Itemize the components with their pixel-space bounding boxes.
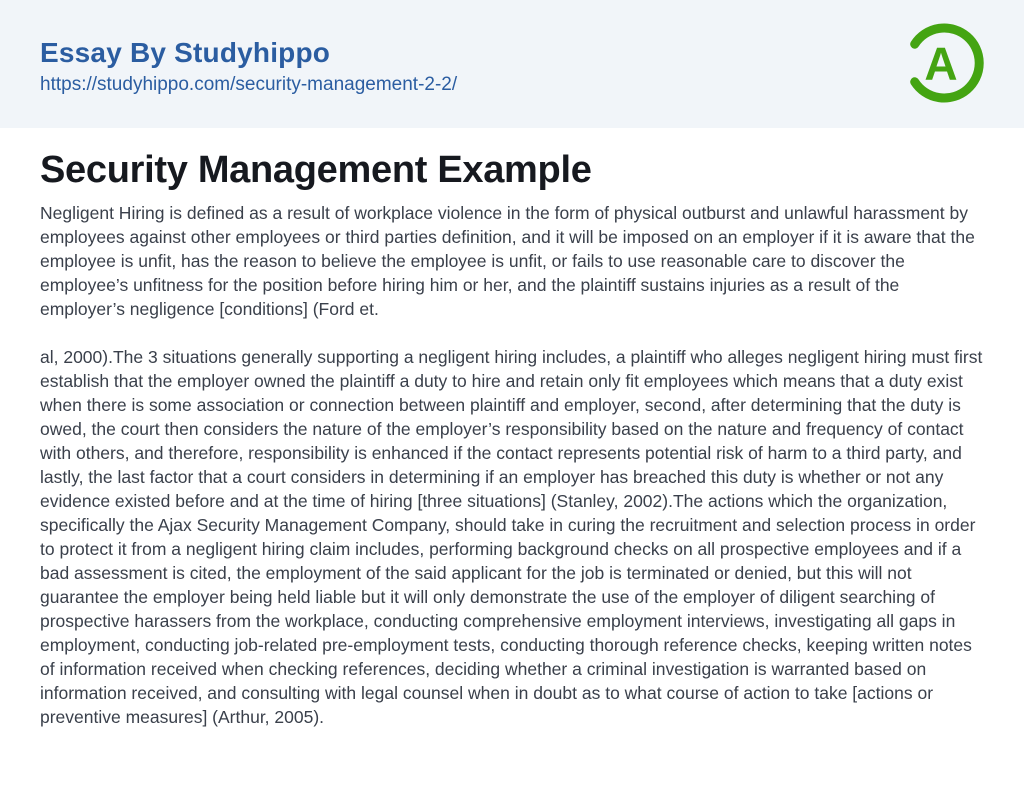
- studyhippo-logo-icon: [904, 23, 984, 103]
- essay-paragraph-1: Negligent Hiring is defined as a result of workplace violence in the form of physical outburst and unlawful harassment by employees against other employees or third parties definition, and it will be imposed on an employer if it is aware that the employee is unfit, has the reason to believe the employee is unfit, or fails to use reasonable care to discover the employee’s unfitness for the position before hiring him or her, and the plaintiff sustains injuries as a result of the employer’s negligence [conditions] (Ford et.: [40, 203, 975, 319]
- site-header: [0, 0, 1024, 128]
- site-title: Essay By Studyhippo: [40, 37, 331, 68]
- page-url-link[interactable]: https://studyhippo.com/security-management-2-2/: [40, 74, 458, 95]
- header-text-block: [40, 35, 457, 99]
- logo-arc-icon: [904, 23, 984, 103]
- logo-letter: A: [924, 37, 958, 90]
- page-title: Security Management Example: [40, 149, 592, 191]
- essay-paragraph-2: al, 2000).The 3 situations generally supporting a negligent hiring includes, a plaintiff who alleges negligent hiring must first establish that the employer owned the plaintiff a duty to hire and retain only fit employees which means that a duty exist when there is some association or connection between plaintiff and employer, second, after determining that the duty is owed, the court then considers the nature of the employer’s responsibility based on the nature and frequency of contact with others, and therefore, responsibility is enhanced if the contact represents potential risk of harm to a third party, and lastly, the last factor that a court considers in determining if an employer has breached this duty is whether or not any evidence existed before and at the time of hiring [three situations] (Stanley, 2002).The actions which the organization, specifically the Ajax Security Management Company, should take in curing the recruitment and selection process in order to protect it from a negligent hiring claim includes, performing background checks on all prospective employees and if a bad assessment is cited, the employment of the said applicant for the job is terminated or denied, but this will not guarantee the employer being held liable but it will only demonstrate the use of the employer of diligent searching of prospective harassers from the workplace, conducting comprehensive employment interviews, investigating all gaps in employment, conducting job-related pre-employment tests, conducting thorough reference checks, keeping written notes of information received when checking references, deciding whether a criminal investigation is warranted based on information received, and consulting with legal counsel when in doubt as to what course of action to take [actions or preventive measures] (Arthur, 2005).: [40, 347, 983, 727]
- article-content: [0, 128, 1024, 729]
